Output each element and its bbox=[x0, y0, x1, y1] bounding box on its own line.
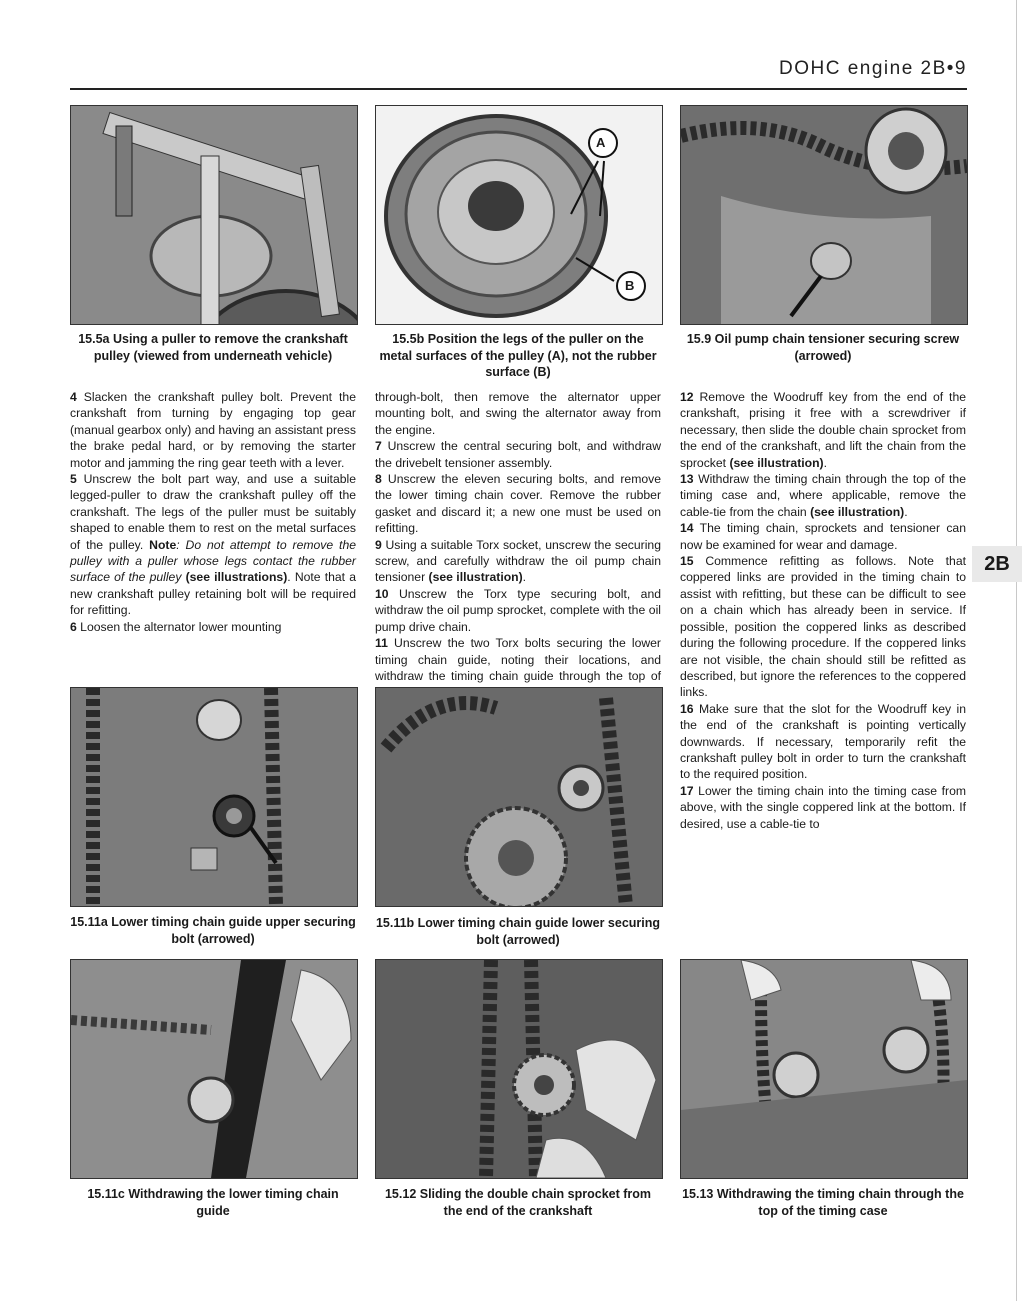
para-num: 10 bbox=[375, 586, 389, 601]
caption-15-11a: 15.11a Lower timing chain guide upper securing bolt (arrowed) bbox=[70, 915, 356, 946]
section-tab: 2B bbox=[972, 546, 1022, 582]
caption-15-12: 15.12 Sliding the double chain sprocket from the end of the crankshaft bbox=[384, 1187, 652, 1218]
photo-15-11a-drawing bbox=[71, 688, 357, 906]
illustration-ref: (see illustration) bbox=[428, 570, 523, 585]
para-body: Unscrew the central securing bolt, and withdraw the drivebelt tensioner assembly. bbox=[375, 439, 661, 470]
caption-15-13: 15.13 Withdrawing the timing chain through the top of the timing case bbox=[682, 1187, 964, 1218]
note-body: Do not attempt to remove the pulley with a puller whose legs contact the rubber surface of the pulley bbox=[70, 537, 356, 585]
header-title: DOHC engine 2B•9 bbox=[778, 58, 967, 79]
illustration-ref: (see illustration) bbox=[810, 504, 905, 519]
text-column-1 bbox=[70, 389, 356, 635]
para-body: Commence refitting as follows. Note that coppered links are provided in the timing chain to assist with refitting, but these can be difficult to see on a chain which has already been in service. If possible, position the coppered links as described during the following procedure. If the coppered links are not visible, the chain should still be refitted as described, but ignore the references to the coppered links. bbox=[680, 554, 966, 700]
note-label: Note bbox=[149, 537, 177, 552]
para-num: 7 bbox=[375, 439, 382, 454]
photo-15-9 bbox=[680, 105, 968, 325]
photo-15-5b bbox=[375, 105, 663, 325]
note-colon: : bbox=[176, 537, 180, 552]
caption-15-5a: 15.5a Using a puller to remove the crankshaft pulley (viewed from underneath vehicle) bbox=[78, 332, 348, 363]
paragraph-12 bbox=[680, 389, 966, 471]
caption-15-9: 15.9 Oil pump chain tensioner securing screw (arrowed) bbox=[686, 332, 960, 363]
photo-15-12-drawing bbox=[376, 960, 662, 1178]
paragraph-17 bbox=[680, 783, 966, 832]
paragraph-13 bbox=[680, 471, 966, 520]
para-num: 5 bbox=[70, 472, 77, 487]
caption-15-5b: 15.5b Position the legs of the puller on the metal surfaces of the pulley (A), not the rubber surface (B) bbox=[379, 332, 657, 379]
para-tail: . bbox=[522, 570, 527, 585]
para-num: 9 bbox=[375, 537, 382, 552]
illustration-ref: (see illustration) bbox=[729, 455, 824, 470]
paragraph-8 bbox=[375, 471, 661, 537]
photo-15-11a bbox=[70, 687, 358, 907]
para-num: 12 bbox=[680, 390, 694, 404]
para-num: 14 bbox=[680, 521, 694, 536]
paragraph-16 bbox=[680, 701, 966, 783]
para-body: Lower the timing chain into the timing case from above, with the single coppered link at the bottom. If desired, use a cable-tie to bbox=[680, 783, 966, 831]
paragraph-15 bbox=[680, 553, 966, 701]
photo-15-13 bbox=[680, 959, 968, 1179]
photo-15-12 bbox=[375, 959, 663, 1179]
para-body: Unscrew the bolt part way, and use a suitable legged-puller to draw the crankshaft pulley off the crankshaft. The legs of the puller must be suitably shaped to enable them to rest on the metal surfaces of the pulley. bbox=[70, 472, 356, 552]
para-tail: . Note that a new crankshaft pulley retaining bolt will be required for refitting. bbox=[70, 570, 357, 618]
para-body: through-bolt, then remove the alternator upper mounting bolt, and swing the alternator away from the engine. bbox=[375, 390, 661, 437]
illustration-ref: (see illustrations) bbox=[181, 570, 288, 585]
para-body: Unscrew the Torx type securing bolt, and withdraw the oil pump sprocket, complete with the oil pump drive chain. bbox=[375, 586, 661, 634]
caption-15-11c: 15.11c Withdrawing the lower timing chain guide bbox=[87, 1187, 339, 1218]
paragraph-7 bbox=[375, 438, 661, 471]
photo-15-11c-drawing bbox=[71, 960, 357, 1178]
para-num: 16 bbox=[680, 701, 694, 716]
para-num: 6 bbox=[70, 619, 77, 634]
photo-15-11c bbox=[70, 959, 358, 1179]
para-num: 11 bbox=[375, 636, 388, 651]
paragraph-6 bbox=[70, 619, 356, 635]
para-body: Unscrew the two Torx bolts securing the lower timing chain guide, noting their locations, and withdraw the timing chain guide through the top of bbox=[375, 636, 661, 683]
para-tail: . bbox=[823, 455, 827, 470]
photo-15-5b-drawing bbox=[376, 106, 662, 324]
callout-a: A bbox=[596, 135, 606, 150]
para-num: 15 bbox=[680, 554, 694, 569]
para-num: 17 bbox=[680, 783, 694, 798]
photo-15-13-drawing bbox=[681, 960, 967, 1178]
para-num: 13 bbox=[680, 472, 694, 487]
para-body: Loosen the alternator lower mounting bbox=[76, 619, 282, 634]
running-header bbox=[70, 58, 967, 90]
paragraph-4 bbox=[70, 389, 356, 471]
para-body: Slacken the crankshaft pulley bolt. Prevent the crankshaft from turning by engaging top gear (manual gearbox only) and having an assistant press the brake pedal hard, or by removing the starter motor and jamming the ring gear teeth with a lever. bbox=[70, 390, 356, 470]
para-body: Make sure that the slot for the Woodruff key in the end of the crankshaft is pointing vertically downwards. If necessary, temporarily refit the crankshaft pulley bolt in order to turn the crankshaft to the required position. bbox=[680, 701, 966, 782]
paragraph-6-continued bbox=[375, 389, 661, 438]
para-tail: . bbox=[904, 504, 908, 519]
text-column-2 bbox=[375, 389, 661, 701]
paragraph-5 bbox=[70, 471, 356, 619]
photo-15-5a-drawing bbox=[71, 106, 357, 324]
para-num: 4 bbox=[70, 390, 77, 404]
photo-15-11b bbox=[375, 687, 663, 907]
para-body: Using a suitable Torx socket, unscrew the securing screw, and carefully withdraw the oil pump chain tensioner bbox=[375, 537, 661, 585]
para-body: Withdraw the timing chain through the top of the timing case and, where applicable, remove the cable-tie from the chain bbox=[680, 472, 966, 519]
callout-b: B bbox=[625, 278, 635, 293]
paragraph-10 bbox=[375, 586, 661, 635]
paragraph-14 bbox=[680, 520, 966, 553]
para-body: The timing chain, sprockets and tensioner can now be examined for wear and damage. bbox=[680, 521, 966, 552]
para-body: Remove the Woodruff key from the end of the crankshaft, prising it free with a screwdriver if necessary, then slide the double chain sprocket from the end of the crankshaft, and lift the chain from the sprocket bbox=[680, 390, 966, 470]
photo-15-5a bbox=[70, 105, 358, 325]
photo-15-9-drawing bbox=[681, 106, 967, 324]
paragraph-9 bbox=[375, 537, 661, 586]
para-num: 8 bbox=[375, 472, 382, 487]
para-body: Unscrew the eleven securing bolts, and remove the lower timing chain cover. Remove the rubber gasket and discard it; a new one must be used on refitting. bbox=[375, 472, 661, 536]
text-column-3 bbox=[680, 389, 966, 832]
caption-15-11b: 15.11b Lower timing chain guide lower securing bolt (arrowed) bbox=[375, 916, 661, 947]
photo-15-11b-drawing bbox=[376, 688, 662, 906]
